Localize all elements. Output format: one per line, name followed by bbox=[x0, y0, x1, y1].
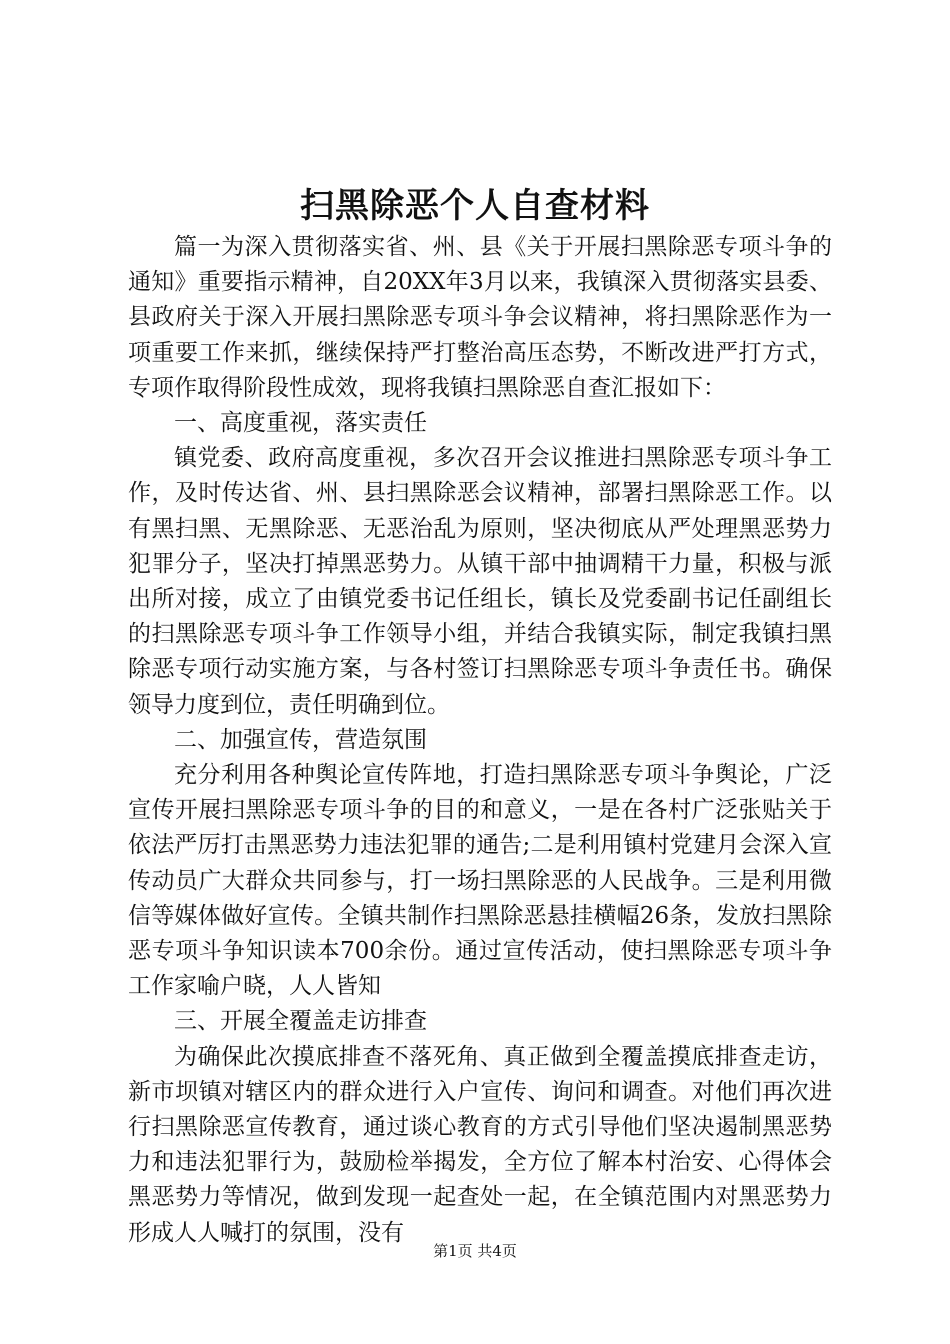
intro-paragraph: 篇一为深入贯彻落实省、州、县《关于开展扫黑除恶专项斗争的通知》重要指示精神，自20XX年3月以来，我镇深入贯彻落实县委、县政府关于深入开展扫黑除恶专项斗争会议精神，将扫黑除恶作为一项重要工作来抓，继续保持严打整治高压态势，不断改进严打方式，专项作取得阶段性成效，现将我镇扫黑除恶自查汇报如下： bbox=[128, 234, 832, 401]
section-heading-1: 一、高度重视，落实责任 bbox=[174, 410, 427, 437]
section-heading-2: 二、加强宣传，营造氛围 bbox=[174, 726, 427, 753]
section-2-paragraph: 充分利用各种舆论宣传阵地，打造扫黑除恶专项斗争舆论，广泛宣传开展扫黑除恶专项斗争的目的和意义，一是在各村广泛张贴关于依法严厉打击黑恶势力违法犯罪的通告;二是利用镇村党建月会深入宣传动员广大群众共同参与，打一场扫黑除恶的人民战争。三是利用微信等媒体做好宣传。全镇共制作扫黑除恶悬挂横幅26条，发放扫黑除恶专项斗争知识读本700余份。通过宣传活动，使扫黑除恶专项斗争工作家喻户晓，人人皆知 bbox=[128, 762, 832, 1000]
document-body bbox=[128, 230, 832, 1251]
page-footer: 第1页 共4页 bbox=[433, 1242, 517, 1260]
section-3-paragraph: 为确保此次摸底排查不落死角、真正做到全覆盖摸底排查走访，新市坝镇对辖区内的群众进行入户宣传、询问和调查。对他们再次进行扫黑除恶宣传教育，通过谈心教育的方式引导他们坚决遏制黑恶势力和违法犯罪行为，鼓励检举揭发，全方位了解本村治安、心得体会黑恶势力等情况，做到发现一起查处一起，在全镇范围内对黑恶势力形成人人喊打的氛围，没有 bbox=[128, 1043, 832, 1246]
section-heading-3: 三、开展全覆盖走访排查 bbox=[174, 1008, 427, 1035]
document-title: 扫黑除恶个人自查材料 bbox=[300, 186, 650, 226]
section-1-paragraph: 镇党委、政府高度重视，多次召开会议推进扫黑除恶专项斗争工作，及时传达省、州、县扫黑除恶会议精神，部署扫黑除恶工作。以有黑扫黑、无黑除恶、无恶治乱为原则，坚决彻底从严处理黑恶势力犯罪分子，坚决打掉黑恶势力。从镇干部中抽调精干力量，积极与派出所对接，成立了由镇党委书记任组长，镇长及党委副书记任副组长的扫黑除恶专项斗争工作领导小组，并结合我镇实际，制定我镇扫黑除恶专项行动实施方案，与各村签订扫黑除恶专项斗争责任书。确保领导力度到位，责任明确到位。 bbox=[128, 445, 832, 718]
